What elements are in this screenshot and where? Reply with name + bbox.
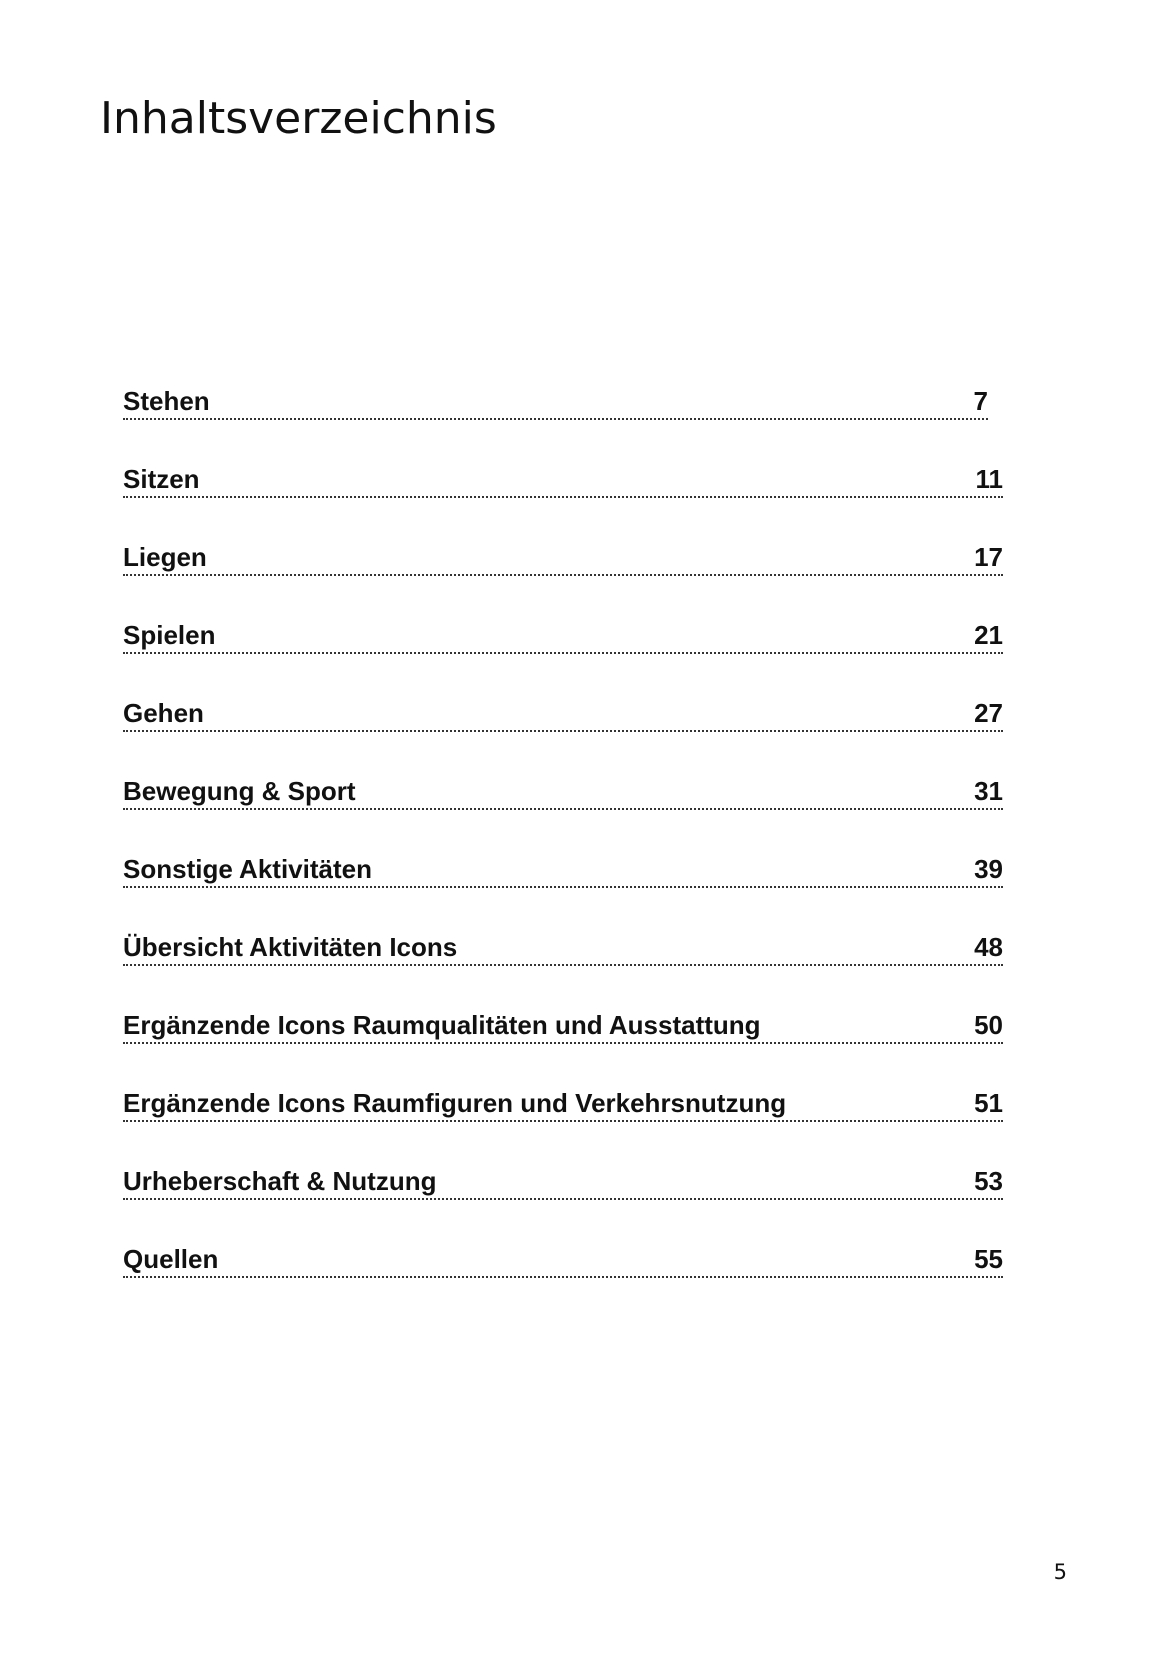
toc-entry-page: 50 bbox=[974, 1010, 1003, 1040]
toc-entry-label: Sitzen bbox=[123, 464, 200, 494]
toc-entry-page: 55 bbox=[974, 1244, 1003, 1274]
toc-entry-liegen[interactable] bbox=[123, 498, 1003, 576]
toc-entry-label: Gehen bbox=[123, 698, 204, 728]
toc-entry-sitzen[interactable] bbox=[123, 420, 1003, 498]
toc-entry-page: 11 bbox=[975, 464, 1003, 494]
toc-entry-sonstige-aktivitaeten[interactable] bbox=[123, 810, 1003, 888]
page-number: 5 bbox=[1053, 1560, 1067, 1584]
toc-entry-label: Bewegung & Sport bbox=[123, 776, 356, 806]
toc-entry-label: Liegen bbox=[123, 542, 207, 572]
toc-entry-page: 51 bbox=[974, 1088, 1003, 1118]
toc-entry-label: Spielen bbox=[123, 620, 216, 650]
toc-entry-label: Übersicht Aktivitäten Icons bbox=[123, 932, 458, 962]
toc-entry-label: Ergänzende Icons Raumqualitäten und Ausstattung bbox=[123, 1010, 761, 1040]
toc-entry-quellen[interactable] bbox=[123, 1200, 1003, 1278]
toc-entry-page: 48 bbox=[974, 932, 1003, 962]
toc-entry-page: 39 bbox=[974, 854, 1003, 884]
toc-entry-raumfiguren[interactable] bbox=[123, 1044, 1003, 1122]
toc-entry-label: Sonstige Aktivitäten bbox=[123, 854, 372, 884]
toc-entry-gehen[interactable] bbox=[123, 654, 1003, 732]
toc-entry-page: 21 bbox=[974, 620, 1003, 650]
toc-entry-page: 31 bbox=[974, 776, 1003, 806]
toc-entry-label: Quellen bbox=[123, 1244, 219, 1274]
toc-entry-page: 7 bbox=[973, 386, 988, 416]
toc-entry-label: Urheberschaft & Nutzung bbox=[123, 1166, 437, 1196]
toc-entry-label: Ergänzende Icons Raumfiguren und Verkehrsnutzung bbox=[123, 1088, 787, 1118]
toc-entry-page: 53 bbox=[974, 1166, 1003, 1196]
toc-entry-urheberschaft[interactable] bbox=[123, 1122, 1003, 1200]
toc-entry-spielen[interactable] bbox=[123, 576, 1003, 654]
table-of-contents bbox=[123, 380, 1003, 1278]
toc-entry-label: Stehen bbox=[123, 386, 210, 416]
toc-entry-uebersicht-icons[interactable] bbox=[123, 888, 1003, 966]
toc-entry-stehen[interactable] bbox=[123, 380, 988, 420]
toc-entry-bewegung-sport[interactable] bbox=[123, 732, 1003, 810]
toc-entry-page: 17 bbox=[974, 542, 1003, 572]
page-title: Inhaltsverzeichnis bbox=[100, 93, 497, 144]
toc-entry-raumqualitaeten[interactable] bbox=[123, 966, 1003, 1044]
toc-entry-page: 27 bbox=[974, 698, 1003, 728]
